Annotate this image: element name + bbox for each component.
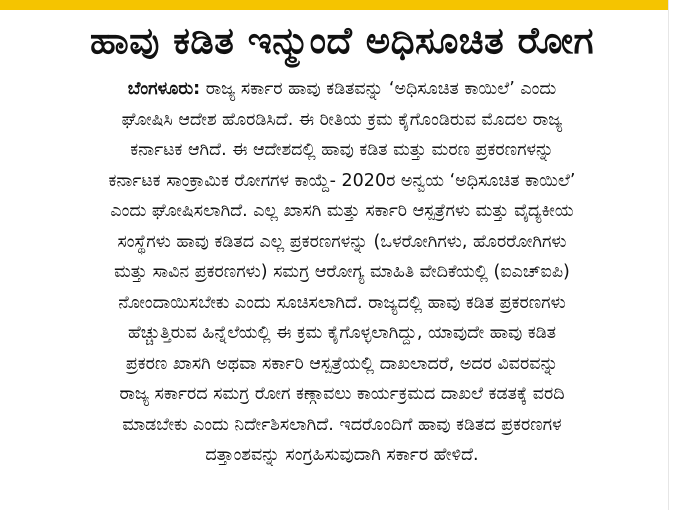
body-line: ಘೋಷಿಸಿ ಆದೇಶ ಹೊರಡಿಸಿದೆ. ಈ ರೀತಿಯ ಕ್ರಮ ಕೈಗೊಂಡಿರುವ ಮೊದಲ ರಾಜ್ಯ [121,109,563,130]
body-line-1 [22,74,662,105]
page-margin [668,0,690,510]
body-line: ಮಾಡಬೇಕು ಎಂದು ನಿರ್ದೇಶಿಸಲಾಗಿದೆ. ಇದರೊಂದಿಗೆ ಹಾವು ಕಡಿತದ ಪ್ರಕರಣಗಳ [122,414,562,435]
body-line: ಪ್ರಕರಣ ಖಾಸಗಿ ಅಥವಾ ಸರ್ಕಾರಿ ಆಸ್ಪತ್ರೆಯಲ್ಲಿ ದಾಖಲಾದರೆ, ಅದರ ವಿವರವನ್ನು [125,353,559,374]
body-line: ಮತ್ತು ಸಾವಿನ ಪ್ರಕರಣಗಳು) ಸಮಗ್ರ ಆರೋಗ್ಯ ಮಾಹಿತಿ ವೇದಿಕೆಯಲ್ಲಿ (ಐಎಚ್‌ಐಪಿ) [114,262,570,282]
body-line: ದತ್ತಾಂಶವನ್ನು ಸಂಗ್ರಹಿಸುವುದಾಗಿ ಸರ್ಕಾರ ಹೇಳಿದೆ. [205,445,479,465]
body-line: ಸಂಸ್ಥೆಗಳು ಹಾವು ಕಡಿತದ ಎಲ್ಲ ಪ್ರಕರಣಗಳನ್ನು (ಒಳರೋಗಿಗಳು, ಹೊರರೋಗಿಗಳು [117,231,567,252]
dateline: ಬೆಂಗಳೂರು: [127,79,201,99]
article-body [22,74,662,471]
body-line: ನೋಂದಾಯಿಸಬೇಕು ಎಂದು ಸೂಚಿಸಲಾಗಿದೆ. ರಾಜ್ಯದಲ್ಲಿ ಹಾವು ಕಡಿತ ಪ್ರಕರಣಗಳು [118,292,566,313]
body-line: ಹೆಚ್ಚುತ್ತಿರುವ ಹಿನ್ನೆಲೆಯಲ್ಲಿ ಈ ಕ್ರಮ ಕೈಗೊಳ್ಳಲಾಗಿದ್ದು, ಯಾವುದೇ ಹಾವು ಕಡಿತ [127,323,557,343]
body-line: ರಾಜ್ಯ ಸರ್ಕಾರದ ಸಮಗ್ರ ರೋಗ ಕಣ್ಗಾವಲು ಕಾರ್ಯಕ್ರಮದ ದಾಖಲೆ ಕಡತಕ್ಕೆ ವರದಿ [119,384,565,404]
body-line-1-text: ರಾಜ್ಯ ಸರ್ಕಾರ ಹಾವು ಕಡಿತವನ್ನು ‘ಅಧಿಸೂಚಿತ ಕಾಯಿಲೆ’ ಎಂದು [200,79,557,99]
article-headline: ಹಾವು ಕಡಿತ ಇನ್ಮುಂದೆ ಅಧಿಸೂಚಿತ ರೋಗ [90,19,594,62]
body-line: ಕರ್ನಾಟಕ ಆಗಿದೆ. ಈ ಆದೇಶದಲ್ಲಿ ಹಾವು ಕಡಿತ ಮತ್ತು ಮರಣ ಪ್ರಕರಣಗಳನ್ನು [130,140,554,160]
body-line: ಎಂದು ಘೋಷಿಸಲಾಗಿದೆ. ಎಲ್ಲ ಖಾಸಗಿ ಮತ್ತು ಸರ್ಕಾರಿ ಆಸ್ಪತ್ರೆಗಳು ಮತ್ತು ವೈದ್ಯಕೀಯ [110,201,574,221]
accent-bar [0,0,668,10]
body-line: ಕರ್ನಾಟಕ ಸಾಂಕ್ರಾಮಿಕ ರೋಗಗಳ ಕಾಯ್ದೆ- 2020ರ ಅನ್ವಯ ‘ಅಧಿಸೂಚಿತ ಕಾಯಿಲೆ’ [108,170,576,191]
